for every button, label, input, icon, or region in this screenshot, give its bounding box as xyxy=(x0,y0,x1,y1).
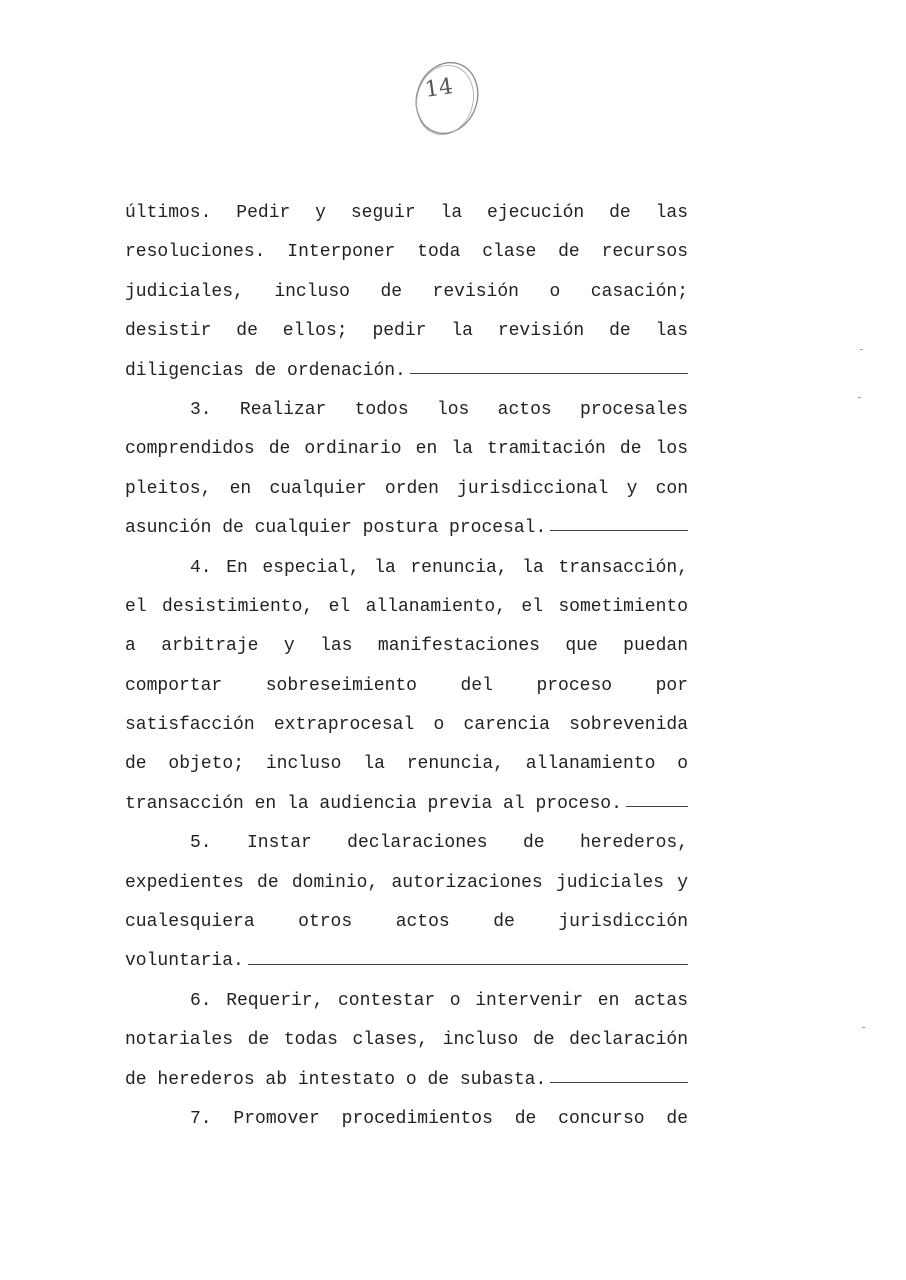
line-text: comportar sobreseimiento del proceso por xyxy=(125,675,688,696)
line-text: desistir de ellos; pedir la revisión de las xyxy=(125,321,688,342)
text-line xyxy=(125,785,688,824)
text-line xyxy=(125,549,688,588)
scan-speck xyxy=(862,1027,865,1028)
scan-speck xyxy=(858,397,861,398)
line-text: judiciales, incluso de revisión o casación; xyxy=(125,281,688,302)
line-text: a arbitraje y las manifestaciones que puedan xyxy=(125,636,688,657)
line-text: asunción de cualquier postura procesal. xyxy=(125,518,547,539)
line-text: de herederos ab intestato o de subasta. xyxy=(125,1069,547,1090)
line-text: de objeto; incluso la renuncia, allanamiento o xyxy=(125,754,688,775)
line-text: voluntaria. xyxy=(125,951,244,972)
text-line xyxy=(125,194,688,233)
line-text: expedientes de dominio, autorizaciones judiciales y xyxy=(125,872,688,893)
text-line xyxy=(125,1021,688,1060)
line-text: cualesquiera otros actos de jurisdicción xyxy=(125,912,688,933)
line-text: comprendidos de ordinario en la tramitación de los xyxy=(125,439,688,460)
text-line xyxy=(125,942,688,981)
text-line xyxy=(125,312,688,351)
line-text: pleitos, en cualquier orden jurisdiccional y con xyxy=(125,478,688,499)
line-text: 4. En especial, la renuncia, la transacción, xyxy=(190,557,688,578)
text-line xyxy=(125,509,688,548)
text-line xyxy=(125,430,688,469)
document-body xyxy=(125,194,688,1139)
text-line xyxy=(125,233,688,272)
line-text: notariales de todas clases, incluso de declaración xyxy=(125,1030,688,1051)
text-line xyxy=(125,1100,688,1139)
fill-dash-line xyxy=(550,530,688,531)
line-text: diligencias de ordenación. xyxy=(125,360,406,381)
fill-dash-line xyxy=(626,806,688,807)
text-line xyxy=(125,667,688,706)
line-text: 7. Promover procedimientos de concurso de xyxy=(190,1108,688,1129)
line-text: últimos. Pedir y seguir la ejecución de las xyxy=(125,203,688,223)
fill-dash-line xyxy=(550,1082,688,1083)
line-text: 5. Instar declaraciones de herederos, xyxy=(190,833,688,854)
fill-dash-line xyxy=(248,964,688,965)
text-line xyxy=(125,745,688,784)
text-line xyxy=(125,706,688,745)
line-text: el desistimiento, el allanamiento, el sometimiento xyxy=(125,596,688,617)
line-text: resoluciones. Interponer toda clase de recursos xyxy=(125,242,688,263)
text-line xyxy=(125,588,688,627)
text-line xyxy=(125,470,688,509)
fill-dash-line xyxy=(410,373,688,374)
text-line xyxy=(125,903,688,942)
text-line xyxy=(125,982,688,1021)
text-line xyxy=(125,273,688,312)
text-line xyxy=(125,1061,688,1100)
page-number: 14 xyxy=(423,74,455,103)
text-line xyxy=(125,391,688,430)
line-text: transacción en la audiencia previa al proceso. xyxy=(125,793,622,814)
line-text: satisfacción extraprocesal o carencia sobrevenida xyxy=(125,715,688,736)
line-text: 6. Requerir, contestar o intervenir en actas xyxy=(190,990,688,1011)
text-line xyxy=(125,627,688,666)
text-line xyxy=(125,864,688,903)
line-text: 3. Realizar todos los actos procesales xyxy=(190,399,688,420)
scan-speck xyxy=(860,349,863,350)
text-line xyxy=(125,352,688,391)
text-line xyxy=(125,824,688,863)
